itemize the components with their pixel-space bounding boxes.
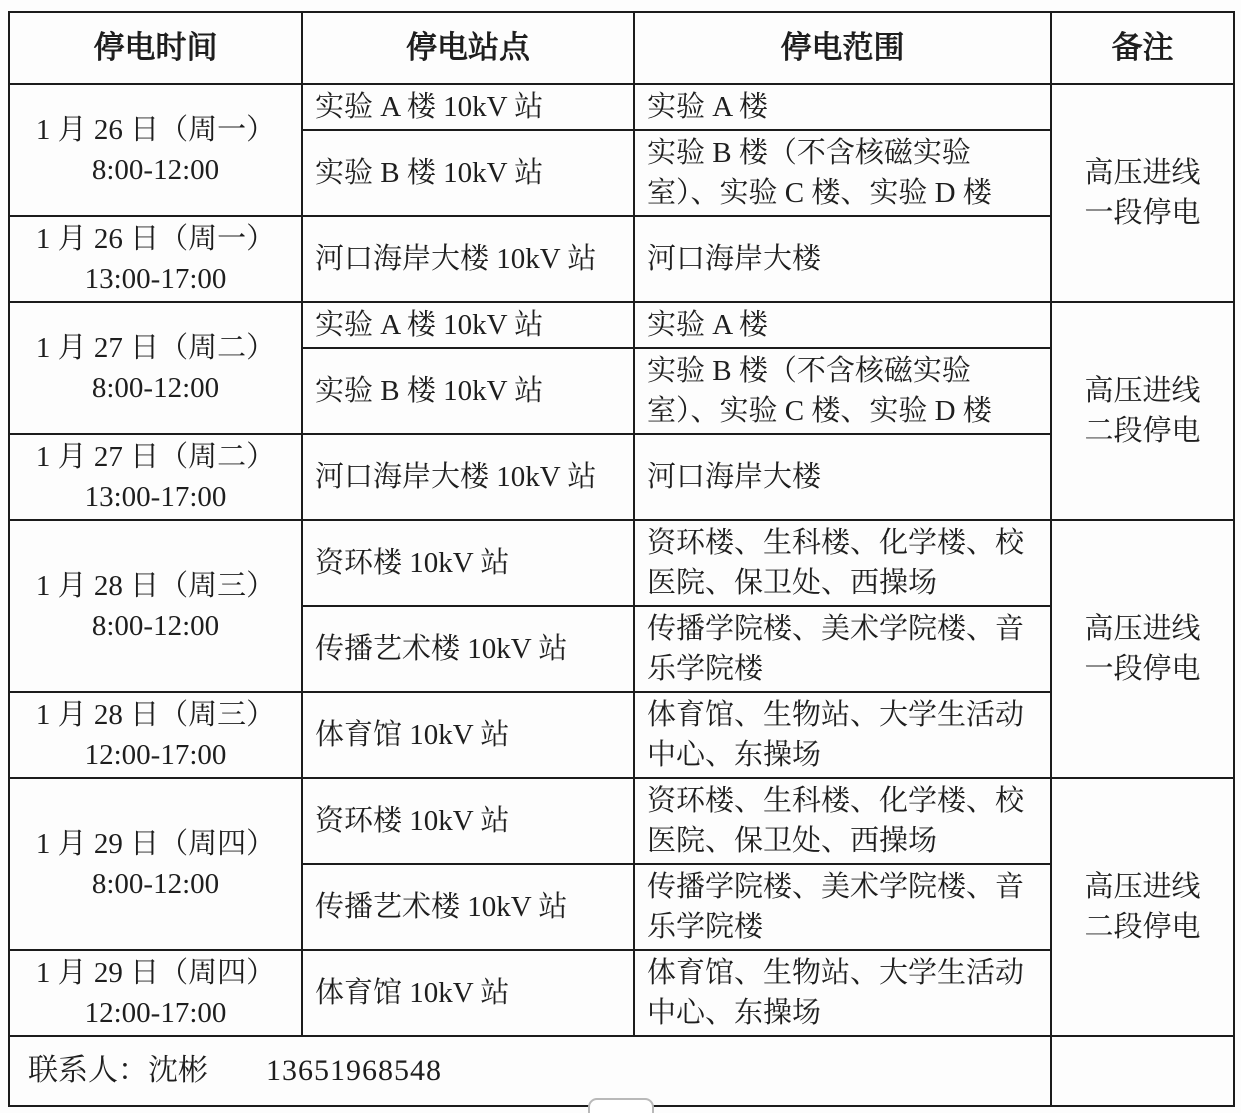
table-row: [9, 302, 1234, 348]
outage-date: 1 月 27 日（周二）: [35, 441, 276, 473]
cell-station: 传播艺术楼 10kV 站: [302, 864, 634, 950]
cell-scope: 传播学院楼、美术学院楼、音乐学院楼: [634, 864, 1051, 950]
table-row: [9, 950, 1234, 1036]
outage-date: 1 月 26 日（周一）: [35, 114, 276, 146]
table-row: [9, 216, 1234, 302]
cell-station: 资环楼 10kV 站: [302, 778, 634, 864]
outage-time: 8:00-12:00: [91, 154, 220, 186]
cell-station: 体育馆 10kV 站: [302, 950, 634, 1036]
cell-scope: 河口海岸大楼: [634, 434, 1051, 520]
outage-date: 1 月 28 日（周三）: [35, 699, 276, 731]
cell-date: [9, 692, 302, 778]
cell-scope: 资环楼、生科楼、化学楼、校医院、保卫处、西操场: [634, 778, 1051, 864]
table-row: [9, 778, 1234, 864]
table-row: [9, 692, 1234, 778]
table-row: [9, 520, 1234, 606]
remark-text: 高压进线二段停电: [1084, 375, 1201, 447]
outage-time: 8:00-12:00: [91, 372, 220, 404]
cell-date: [9, 778, 302, 950]
cell-scope: 实验 B 楼（不含核磁实验室）、实验 C 楼、实验 D 楼: [634, 130, 1051, 216]
table-row: [9, 84, 1234, 130]
contact-phone: 13651968548: [266, 1054, 442, 1087]
table-row: [9, 434, 1234, 520]
header-outage-time: 停电时间: [9, 12, 302, 84]
cell-scope: 体育馆、生物站、大学生活动中心、东操场: [634, 692, 1051, 778]
outage-time: 12:00-17:00: [84, 997, 227, 1029]
cell-date: [9, 434, 302, 520]
cell-station: 实验 A 楼 10kV 站: [302, 84, 634, 130]
outage-time: 13:00-17:00: [84, 263, 227, 295]
cell-date: [9, 520, 302, 692]
outage-time: 13:00-17:00: [84, 481, 227, 513]
cell-station: 河口海岸大楼 10kV 站: [302, 216, 634, 302]
contact-row: [9, 1036, 1234, 1106]
header-remark: 备注: [1051, 12, 1234, 84]
outage-date: 1 月 28 日（周三）: [35, 570, 276, 602]
cell-station: 河口海岸大楼 10kV 站: [302, 434, 634, 520]
outage-time: 12:00-17:00: [84, 739, 227, 771]
cell-scope: 资环楼、生科楼、化学楼、校医院、保卫处、西操场: [634, 520, 1051, 606]
remark-text: 高压进线一段停电: [1084, 613, 1201, 685]
cell-scope: 传播学院楼、美术学院楼、音乐学院楼: [634, 606, 1051, 692]
cell-station: 资环楼 10kV 站: [302, 520, 634, 606]
power-outage-table: [8, 11, 1235, 1107]
partial-button[interactable]: [588, 1098, 654, 1113]
cell-date: [9, 950, 302, 1036]
header-outage-scope: 停电范围: [634, 12, 1051, 84]
outage-date: 1 月 29 日（周四）: [35, 828, 276, 860]
header-outage-station: 停电站点: [302, 12, 634, 84]
remark-text: 高压进线二段停电: [1084, 871, 1201, 943]
cell-scope: 实验 A 楼: [634, 84, 1051, 130]
cell-contact: [9, 1036, 1051, 1106]
cell-station: 体育馆 10kV 站: [302, 692, 634, 778]
cell-remark-empty: [1051, 1036, 1234, 1106]
cell-station: 实验 B 楼 10kV 站: [302, 348, 634, 434]
cell-date: [9, 84, 302, 216]
cell-scope: 实验 B 楼（不含核磁实验室）、实验 C 楼、实验 D 楼: [634, 348, 1051, 434]
cell-remark: [1051, 520, 1234, 778]
cell-scope: 河口海岸大楼: [634, 216, 1051, 302]
outage-date: 1 月 27 日（周二）: [35, 332, 276, 364]
outage-date: 1 月 26 日（周一）: [35, 223, 276, 255]
outage-time: 8:00-12:00: [91, 868, 220, 900]
cell-remark: [1051, 778, 1234, 1036]
outage-date: 1 月 29 日（周四）: [35, 957, 276, 989]
cell-station: 实验 B 楼 10kV 站: [302, 130, 634, 216]
cell-date: [9, 302, 302, 434]
cell-date: [9, 216, 302, 302]
cell-station: 传播艺术楼 10kV 站: [302, 606, 634, 692]
outage-time: 8:00-12:00: [91, 610, 220, 642]
cell-station: 实验 A 楼 10kV 站: [302, 302, 634, 348]
cell-scope: 实验 A 楼: [634, 302, 1051, 348]
header-row: [9, 12, 1234, 84]
cell-scope: 体育馆、生物站、大学生活动中心、东操场: [634, 950, 1051, 1036]
remark-text: 高压进线一段停电: [1084, 157, 1201, 229]
contact-label: 联系人：沈彬: [28, 1054, 208, 1087]
cell-remark: [1051, 84, 1234, 302]
cell-remark: [1051, 302, 1234, 520]
